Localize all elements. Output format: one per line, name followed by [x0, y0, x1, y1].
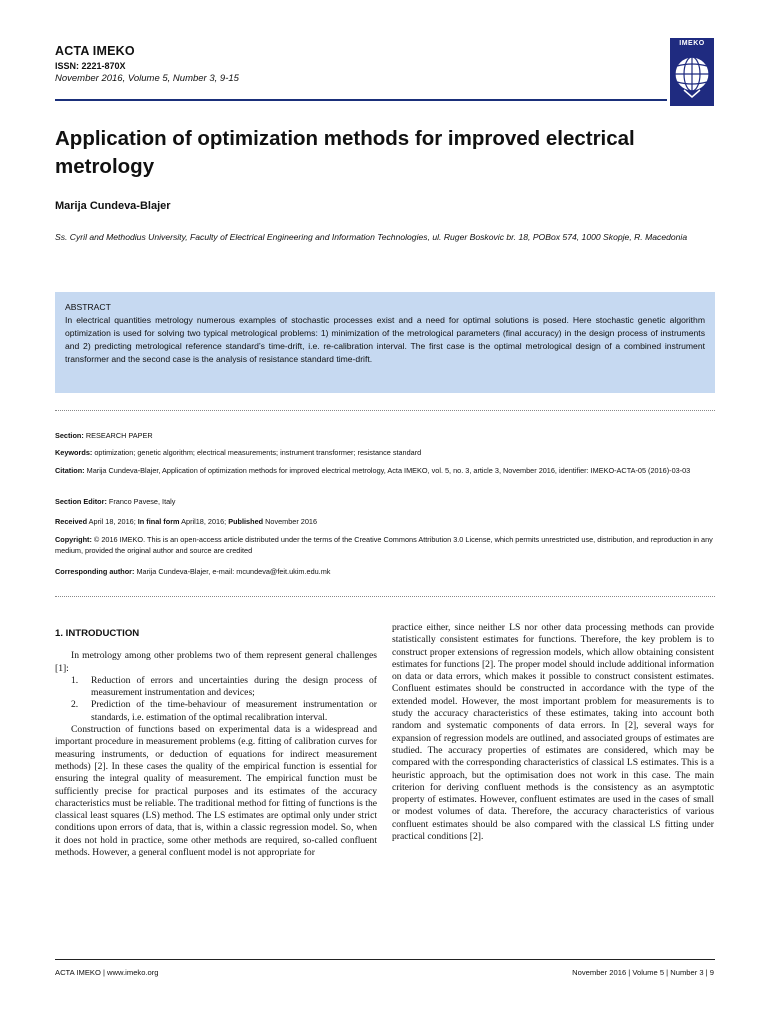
body-paragraph-right: practice either, since neither LS nor other data processing methods can provide statistically consistent estimates for functions. Therefore, the key problem is to construct proper extensions of regression models, which allow obtaining consistent estimates for functions [2]. The proper model should include additional information on data or data errors, which makes it possible to construct consistent estimates. Confluent estimates should be constructed in accordance with the type of the extended model. However, the most important problem for measurements is to study the accuracy characteristics of these estimates, taking into account both random and systematic components of data errors. In [2], several ways for expansion of regression models are outlined, and associated groups of estimates are studied. The accuracy properties of estimates are considered, which may be compared with the corresponding characteristics of classical LS estimates. This is a heuristic approach, but the optimisation does not work in this case. The main criterion for deriving confluent methods is the consistency as an asymptotic property of estimates. However, confluent estimates are used in the cases of small or modest volumes of data. Therefore, the accuracy characteristics of various confluent estimates should be also compared with the classical LS fitting under practical conditions [2].	[392, 622, 714, 843]
meta-keywords	[55, 447, 715, 458]
meta-corresponding-label: Corresponding author:	[55, 567, 135, 576]
meta-section-value: RESEARCH PAPER	[83, 431, 153, 440]
header-rule	[55, 99, 667, 101]
imeko-logo	[670, 38, 714, 106]
logo-text: IMEKO	[679, 40, 705, 47]
list-number: 2.	[71, 699, 79, 711]
body-column-left	[55, 622, 377, 859]
journal-name: ACTA IMEKO	[55, 44, 135, 58]
list-item	[71, 699, 377, 724]
meta-editor-value: Franco Pavese, Italy	[106, 497, 176, 506]
meta-copyright-value: © 2016 IMEKO. This is an open-access article distributed under the terms of the Creative Commons Attribution 3.0 License, which permits unrestricted use, distribution, and reproduction in any medium, provided the original author and source are credited	[55, 535, 713, 555]
meta-keywords-value: optimization; genetic algorithm; electrical measurements; instrument transformer; resistance standard	[92, 448, 422, 457]
journal-header	[55, 44, 239, 84]
footer-page-info: November 2016 | Volume 5 | Number 3 | 9	[572, 968, 714, 977]
meta-dates	[55, 516, 715, 527]
journal-issue: November 2016, Volume 5, Number 3, 9-15	[55, 73, 239, 84]
meta-final-label: In final form	[137, 517, 180, 526]
divider-bottom	[55, 596, 715, 597]
meta-copyright	[55, 534, 715, 556]
body-column-right	[392, 622, 714, 843]
meta-corresponding-value: Marija Cundeva-Blajer, e-mail: mcundeva@feit.ukim.edu.mk	[134, 567, 331, 576]
meta-section	[55, 430, 715, 441]
divider-top	[55, 410, 715, 411]
abstract-heading: ABSTRACT	[65, 302, 111, 312]
author-affiliation: Ss. Cyril and Methodius University, Faculty of Electrical Engineering and Information Technologies, ul. Ruger Boskovic br. 18, POBox 574, 1000 Skopje, R. Macedonia	[55, 232, 688, 242]
footer-rule	[55, 959, 715, 960]
journal-issn: ISSN: 2221-870X	[55, 61, 126, 71]
abstract-box	[55, 292, 715, 393]
meta-citation	[55, 465, 715, 476]
meta-published-label: Published	[228, 517, 264, 526]
list-text: Prediction of the time-behaviour of measurement instrumentation or standards, i.e. estimation of the optimal recalibration interval.	[91, 699, 377, 723]
paper-title: Application of optimization methods for improved electrical metrology	[55, 127, 635, 178]
meta-published-value: November 2016	[263, 517, 318, 526]
intro-paragraph: In metrology among other problems two of them represent general challenges [1]:	[55, 650, 377, 674]
list-item	[71, 675, 377, 700]
globe-icon	[672, 50, 712, 102]
meta-copyright-label: Copyright:	[55, 535, 92, 544]
list-text: Reduction of errors and uncertainties during the design process of measurement instrumentation and devices;	[91, 674, 377, 699]
meta-final-value: April18, 2016;	[179, 517, 229, 526]
challenge-list	[71, 675, 377, 724]
meta-corresponding	[55, 566, 715, 577]
section-heading: 1. INTRODUCTION	[55, 628, 140, 639]
meta-section-label: Section:	[55, 431, 84, 440]
abstract-text: In electrical quantities metrology numerous examples of stochastic processes exist and a need for optimal solutions is posed. Here stochastic genetic algorithm optimization is used for solving two typical metrological problems: 1) minimization of the metrological parameters (final accuracy) in the design process of instruments and 2) predicting metrological reference standard’s time-drift, i.e. re-calibration interval. The first case is the optimal metrological design of a combined instrument transformer and the second case is the analysis of resistance standard time-drift.	[65, 315, 705, 364]
paper-author: Marija Cundeva-Blajer	[55, 200, 171, 212]
meta-citation-value: Marija Cundeva-Blajer, Application of optimization methods for improved electrical metrology, Acta IMEKO, vol. 5, no. 3, article 3, November 2016, identifier: IMEKO-ACTA-05 (2016)-03-03	[84, 466, 691, 475]
body-paragraph-left: Construction of functions based on experimental data is a widespread and important procedure in measurement problems (e.g. fitting of calibration curves for measuring instruments, or deduction of equations for indirect measurement methods) [2]. In these cases the quality of the empirical function is essential for ensuring the integral quality of measurement. The empirical function must be sufficiently precise for practical purposes and its estimates of the accuracy characteristics must be reliable. The traditional method for fitting of functions is the classical least squares (LS) method. The LS estimates are optimal only under strict conditions upon errors of data, that is, within a classic regression model. So, when it does not hold in practice, some other methods are required, so-called confluent methods. However, a general confluent model is not appropriate for	[55, 724, 377, 859]
meta-received-value: April 18, 2016;	[87, 517, 138, 526]
meta-editor-label: Section Editor:	[55, 497, 107, 506]
meta-keywords-label: Keywords:	[55, 448, 93, 457]
meta-received-label: Received	[55, 517, 88, 526]
meta-citation-label: Citation:	[55, 466, 85, 475]
meta-editor	[55, 496, 715, 507]
list-number: 1.	[71, 674, 79, 686]
footer-journal: ACTA IMEKO | www.imeko.org	[55, 968, 159, 977]
